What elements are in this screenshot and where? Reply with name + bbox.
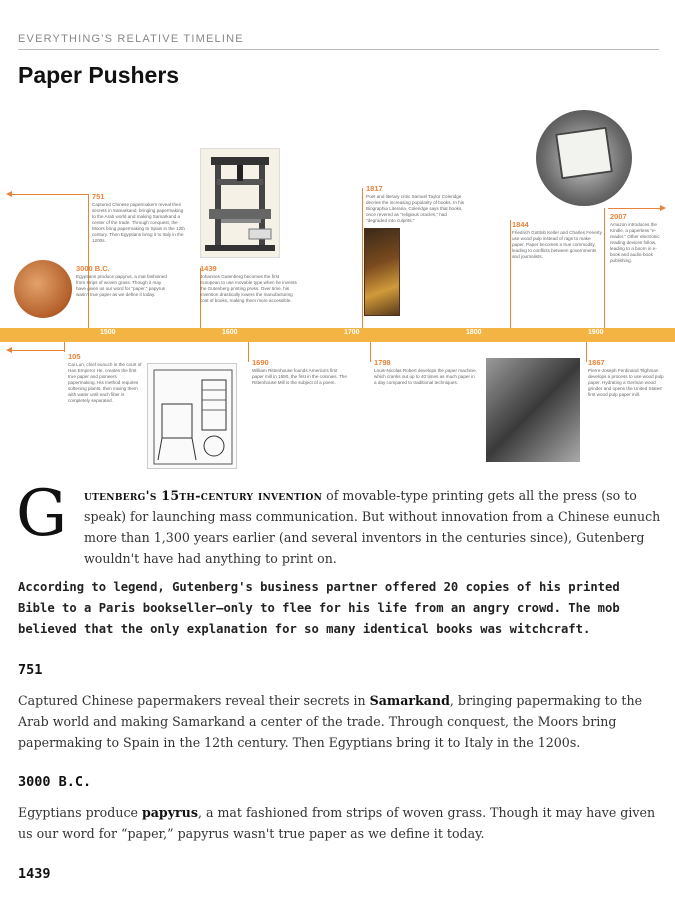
timeline-entry-year: 1798 bbox=[374, 358, 391, 367]
section-bold-term: Samarkand bbox=[369, 693, 450, 708]
timeline-entry bbox=[374, 358, 478, 386]
timeline-entry-year: 1439 bbox=[200, 264, 217, 273]
timeline-entry-text: Louis-Nicolas Robert develops the paper machine, which cranks out up to 40 times as much paper in a day compared to traditional techniques. bbox=[374, 368, 477, 385]
section-divider bbox=[18, 49, 659, 50]
timeline-entry-year: 3000 B.C. bbox=[76, 264, 110, 273]
intro-paragraph bbox=[84, 485, 664, 569]
connector-line bbox=[12, 350, 64, 351]
timeline-entry-text: Amazon introduces the Kindle, a paperless "e-reader." Other electronic reading devices follow, leading to a boom in e-book and audio-book publishing. bbox=[610, 222, 660, 263]
section-text: Egyptians produce bbox=[18, 805, 142, 820]
timeline-tick: 1900 bbox=[588, 329, 604, 336]
connector-line bbox=[608, 208, 660, 209]
timeline-entry-text: Johannes Gutenberg becomes the first European to use movable type when he invents the Gutenberg printing press. Over time, his invention drastically lowers the manufacturing cost of books, making them more accessible. bbox=[200, 274, 297, 303]
paper-machine-photo bbox=[486, 358, 580, 462]
arrow-right-icon bbox=[660, 205, 666, 211]
timeline-entry-text: Captured Chinese papermakers reveal their secrets in Samarkand, bringing papermaking to the Arab world and making Samarkand a center of the trade. Through conquest, the Moors bring papermaking to Spain in the 12th century. Then Egyptians bring it to Italy in the 1200s. bbox=[92, 202, 185, 243]
timeline-entry bbox=[252, 358, 348, 386]
section-text: , a mat fashioned from strips of woven grass. Though it may have given us our word for “paper,” papyrus wasn't true paper as we define it today. bbox=[18, 805, 656, 841]
timeline-tick: 1600 bbox=[222, 329, 238, 336]
papyrus-fragment-image bbox=[14, 260, 72, 318]
timeline-tick: 1500 bbox=[100, 329, 116, 336]
timeline-entry-text: William Rittenhouse founds America's first paper mill in 1690, the first in the colonies. The Rittenhouse Mill is the subject of a poem. bbox=[252, 368, 347, 385]
section-paragraph bbox=[18, 690, 658, 753]
timeline-entry-text: Poet and literary critic Samuel Taylor Coleridge decries the increasing popularity of books. In his Biographia Literaria, Coleridge says that books, once revered as "religious oracles," had "degraded into culprits." bbox=[366, 194, 465, 223]
timeline-entry bbox=[68, 352, 144, 404]
timeline-entry-year: 1817 bbox=[366, 184, 383, 193]
timeline-entry-year: 751 bbox=[92, 192, 105, 201]
timeline-entry bbox=[92, 192, 188, 244]
section-label: EVERYTHING'S RELATIVE TIMELINE bbox=[18, 33, 244, 45]
timeline-entry bbox=[588, 358, 668, 398]
section-bold-term: papyrus bbox=[141, 805, 198, 820]
printing-press-illustration bbox=[200, 148, 280, 258]
connector-line bbox=[362, 188, 363, 328]
connector-line bbox=[604, 208, 605, 328]
arrow-left-icon bbox=[6, 347, 12, 353]
timeline-entry bbox=[366, 184, 466, 224]
drop-cap: G bbox=[16, 477, 68, 551]
connector-line bbox=[510, 220, 511, 328]
timeline-tick: 1700 bbox=[344, 329, 360, 336]
timeline-entry-text: Friedrich Gottlob Keller and Charles Fenerty use wood pulp instead of rags to make paper. Paper becomes a true commodity, leading to conflicts between governments and journalists. bbox=[512, 230, 602, 259]
timeline-tick: 1800 bbox=[466, 329, 482, 336]
arrow-left-icon bbox=[6, 191, 12, 197]
connector-line bbox=[370, 342, 371, 362]
intro-lead: utenberg's 15th-century invention bbox=[84, 488, 323, 503]
section-heading: 751 bbox=[18, 662, 43, 678]
section-text: Captured Chinese papermakers reveal their secrets in bbox=[18, 693, 370, 708]
section-heading: 1439 bbox=[18, 866, 51, 882]
legend-paragraph: According to legend, Gutenberg's business partner offered 20 copies of his printed Bible to a Paris bookseller—only to flee for his life from an angry crowd. The mob believed that the only explanation for so many identical books was witchcraft. bbox=[18, 580, 620, 636]
timeline-entry-year: 2007 bbox=[610, 212, 627, 221]
illustrated-book-cover-image bbox=[364, 228, 400, 316]
timeline-entry bbox=[610, 212, 666, 264]
connector-line bbox=[586, 342, 587, 362]
connector-line bbox=[64, 342, 65, 352]
timeline-entry-year: 1867 bbox=[588, 358, 605, 367]
papermaking-woodcut-image bbox=[147, 363, 237, 469]
timeline-entry-text: Egyptians produce papyrus, a mat fashioned from strips of woven grass. Though it may have given us our word for "paper," papyrus wasn't true paper as we define it today. bbox=[76, 274, 167, 297]
timeline-entry-text: Cai Lun, chief eunuch in the court of Han Emperor He, creates the first true paper and pioneers papermaking. His method requires softening plants, then mixing them with water until each fiber is completely separated. bbox=[68, 362, 142, 403]
connector-line bbox=[88, 194, 89, 328]
timeline-entry bbox=[200, 264, 300, 304]
timeline-entry-year: 1690 bbox=[252, 358, 269, 367]
connector-line bbox=[248, 342, 249, 362]
timeline-infographic bbox=[0, 108, 675, 470]
page-title: Paper Pushers bbox=[18, 62, 180, 88]
timeline-entry bbox=[76, 264, 172, 298]
section-paragraph bbox=[18, 802, 658, 844]
section-text: , bringing papermaking to the Arab world and making Samarkand a center of the trade. Through conquest, the Moors bring papermaking to Spain in the 12th century. Then Egyptians bring it to Italy in the 1200s. bbox=[18, 693, 643, 750]
timeline-entry-year: 105 bbox=[68, 352, 81, 361]
timeline-entry-year: 1844 bbox=[512, 220, 529, 229]
intro-text: of movable-type printing gets all the press (so to speak) for launching mass communication. But without innovation from a Chinese eunuch more than 1,300 years earlier (and several inventors in the centuries since), Gutenberg wouldn't have had anything to print on. bbox=[84, 488, 661, 566]
timeline-entry-text: Pierre-Joseph Ferdinand Tilghman develops a process to use wood pulp paper. Hydrating a German wood grinder and opens the United States' first wood pulp paper mill. bbox=[588, 368, 664, 397]
timeline-entry bbox=[512, 220, 602, 260]
section-heading: 3000 B.C. bbox=[18, 774, 92, 790]
kindle-ereader-image bbox=[536, 110, 632, 206]
connector-line bbox=[12, 194, 88, 195]
